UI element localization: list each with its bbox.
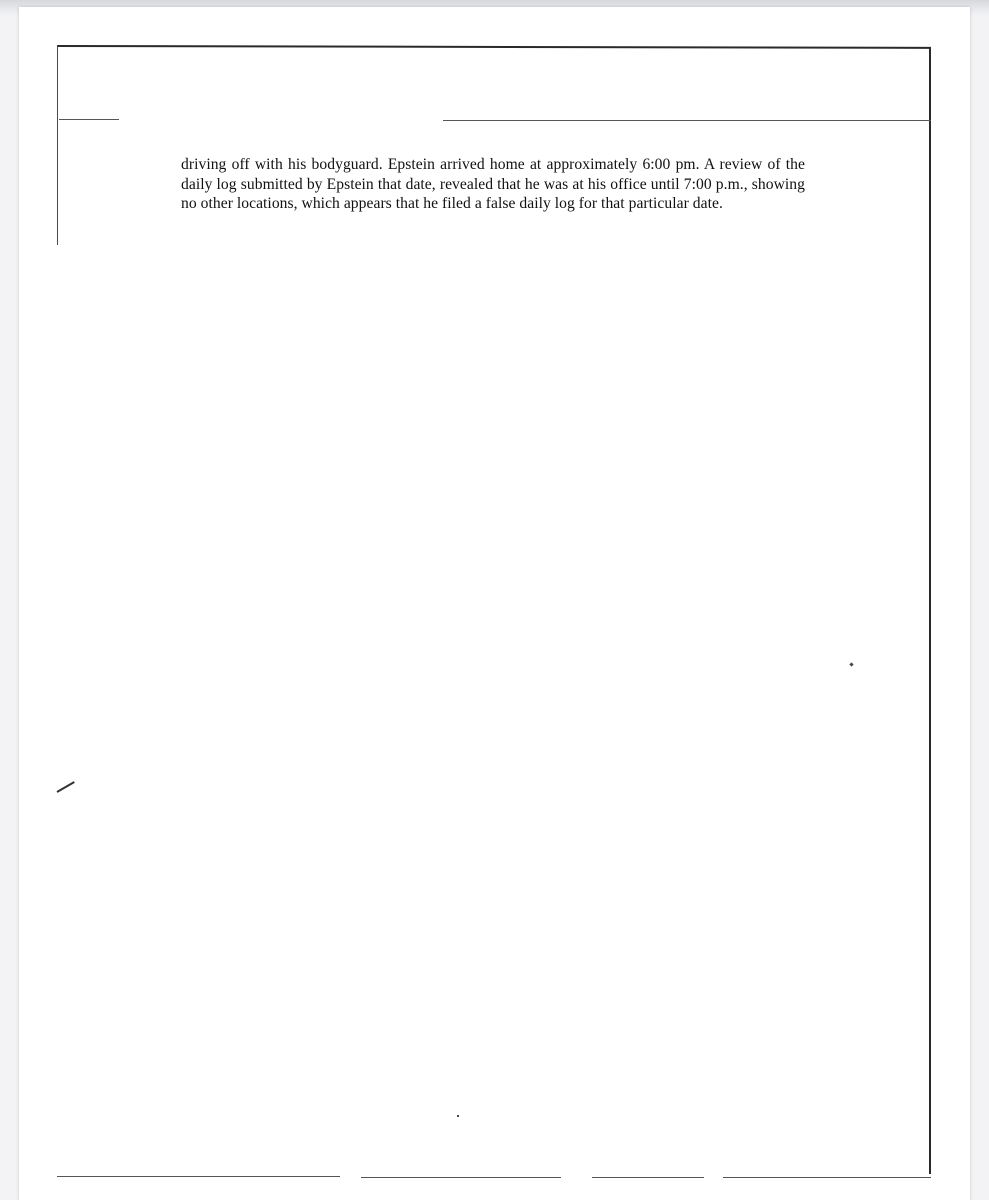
header-rule-left xyxy=(59,119,119,120)
bottom-rule-2 xyxy=(361,1177,561,1178)
scan-mark xyxy=(57,781,75,793)
bottom-rule-1 xyxy=(57,1176,340,1177)
page-border-right xyxy=(929,47,931,1174)
bottom-rule-4 xyxy=(723,1177,931,1178)
scan-speck xyxy=(849,662,853,666)
page-border-left xyxy=(57,45,58,245)
document-page xyxy=(19,7,970,1200)
body-paragraph: driving off with his bodyguard. Epstein arrived home at approximately 6:00 pm. A review of the daily log submitted by Epstein that date, revealed that he was at his office until 7:00 p.m., showing no other locations, which appears that he filed a false daily log for that particular date. xyxy=(181,156,805,212)
scan-speck xyxy=(457,1115,459,1117)
bottom-rule-3 xyxy=(592,1177,704,1178)
page-border-top xyxy=(57,45,931,49)
header-rule-right xyxy=(443,120,931,121)
